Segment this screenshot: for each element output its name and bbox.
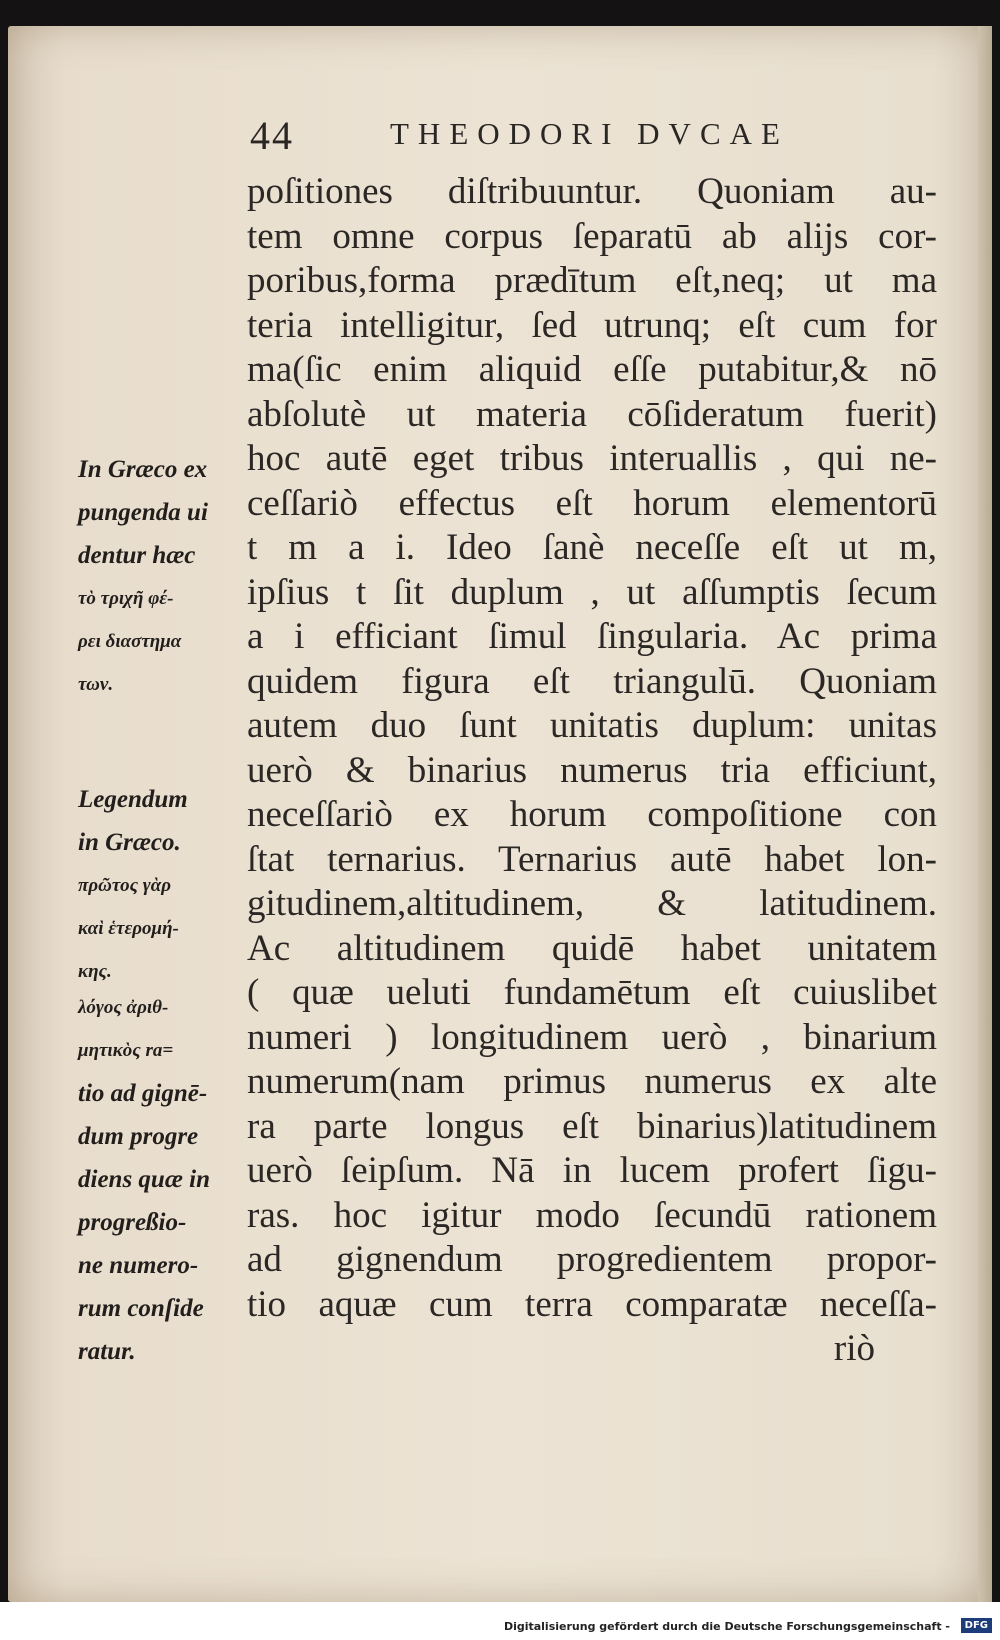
footer-credit: Digitalisierung gefördert durch die Deutsche Forschungsgemeinschaft - <box>503 1620 950 1633</box>
body-line: neceſſariò ex horum compoſitione con <box>247 794 937 835</box>
body-line: ( quæ ueluti fundamētum eſt cuiuslibet <box>247 972 937 1013</box>
body-line: abſolutè ut materia cōſideratum fuerit) <box>247 393 937 435</box>
margin-note-line: dentur hæc <box>78 542 196 569</box>
body-line: hoc autē eget tribus interuallis , qui ne- <box>247 438 937 479</box>
body-text <box>247 170 937 1372</box>
margin-note-line: μητικὸς ra= <box>78 1040 174 1061</box>
margin-note-line: ratur. <box>78 1338 136 1365</box>
margin-note-line: ne numero- <box>78 1252 199 1279</box>
body-line: t m a i. Ideo ſanè neceſſe eſt ut m, <box>247 527 937 568</box>
body-line: poſitiones diſtribuuntur. Quoniam au- <box>247 171 937 212</box>
body-line: ras. hoc igitur modo ſecundū rationem <box>247 1194 937 1236</box>
margin-note-line: in Græco. <box>78 829 181 856</box>
body-line: ma(ſic enim aliquid eſſe putabitur,& nō <box>247 349 937 390</box>
margin-note-line: Legendum <box>78 786 188 813</box>
body-line: numeri ) longitudinem uerò , binarium <box>247 1016 937 1058</box>
margin-note-line: diens quæ in <box>78 1166 210 1193</box>
running-head-title: THEODORI DVCAE <box>390 116 789 151</box>
body-line: ad gignendum progredientem propor- <box>247 1239 937 1280</box>
margin-note-line: tio ad gignē- <box>78 1080 208 1107</box>
body-line: ra parte longus eſt binarius)latitudinem <box>247 1105 937 1147</box>
body-line: autem duo ſunt unitatis duplum: unitas <box>247 705 937 746</box>
body-line: numerum(nam primus numerus ex alte <box>247 1061 937 1102</box>
margin-note <box>78 864 243 986</box>
body-line: riò <box>833 1328 875 1369</box>
dfg-logo: DFG <box>961 1618 992 1633</box>
margin-note <box>78 986 243 1373</box>
margin-note-line: In Græco ex <box>78 456 208 483</box>
body-line: a i efficiant ſimul ſingularia. Ac prima <box>247 616 937 657</box>
margin-note-line: πρῶτος γὰρ <box>78 875 171 896</box>
body-line: poribus,forma prædītum eſt,neq; ut ma <box>247 260 937 301</box>
body-line: Ac altitudinem quidē habet unitatem <box>247 927 937 969</box>
margin-note-line: ρει διαστημα <box>78 631 182 652</box>
margin-note <box>78 448 243 693</box>
body-line: teria intelligitur, ſed utrunq; eſt cum for <box>247 304 937 346</box>
running-head <box>240 112 840 162</box>
page-number: 44 <box>250 113 294 158</box>
body-line: uerò & binarius numerus tria efficiunt, <box>247 749 937 791</box>
body-line: ipſius t ſit duplum , ut aſſumptis ſecum <box>247 571 937 613</box>
margin-note-line: τὸ τριχῆ φέ- <box>78 588 174 609</box>
body-line: tio aquæ cum terra comparatæ neceſſa- <box>247 1283 937 1325</box>
margin-note-line: των. <box>78 674 114 695</box>
body-line: gitudinem,altitudinem, & latitudinem. <box>247 883 937 924</box>
margin-note-line: λόγος ἀριθ- <box>78 997 169 1018</box>
page-edge <box>978 26 992 1602</box>
body-line: tem omne corpus ſeparatū ab alijs cor- <box>247 215 937 257</box>
body-line: ſtat ternarius. Ternarius autē habet lon- <box>247 838 937 880</box>
margin-note-line: progreßio- <box>78 1209 187 1236</box>
footer <box>0 1602 1000 1640</box>
margin-note-line: dum progre <box>78 1123 199 1150</box>
body-line: uerò ſeipſum. Nā in lucem profert ſigu- <box>247 1150 937 1191</box>
body-line: quidem figura eſt triangulū. Quoniam <box>247 660 937 702</box>
margin-note-line: καὶ ἑτερομή- <box>78 918 179 939</box>
margin-note <box>78 778 243 864</box>
margin-note-line: κης. <box>78 961 112 982</box>
margin-note-line: rum conſide <box>78 1295 204 1322</box>
margin-note-line: pungenda ui <box>78 499 208 526</box>
body-line: ceſſariò effectus eſt horum elementorū <box>247 482 937 524</box>
